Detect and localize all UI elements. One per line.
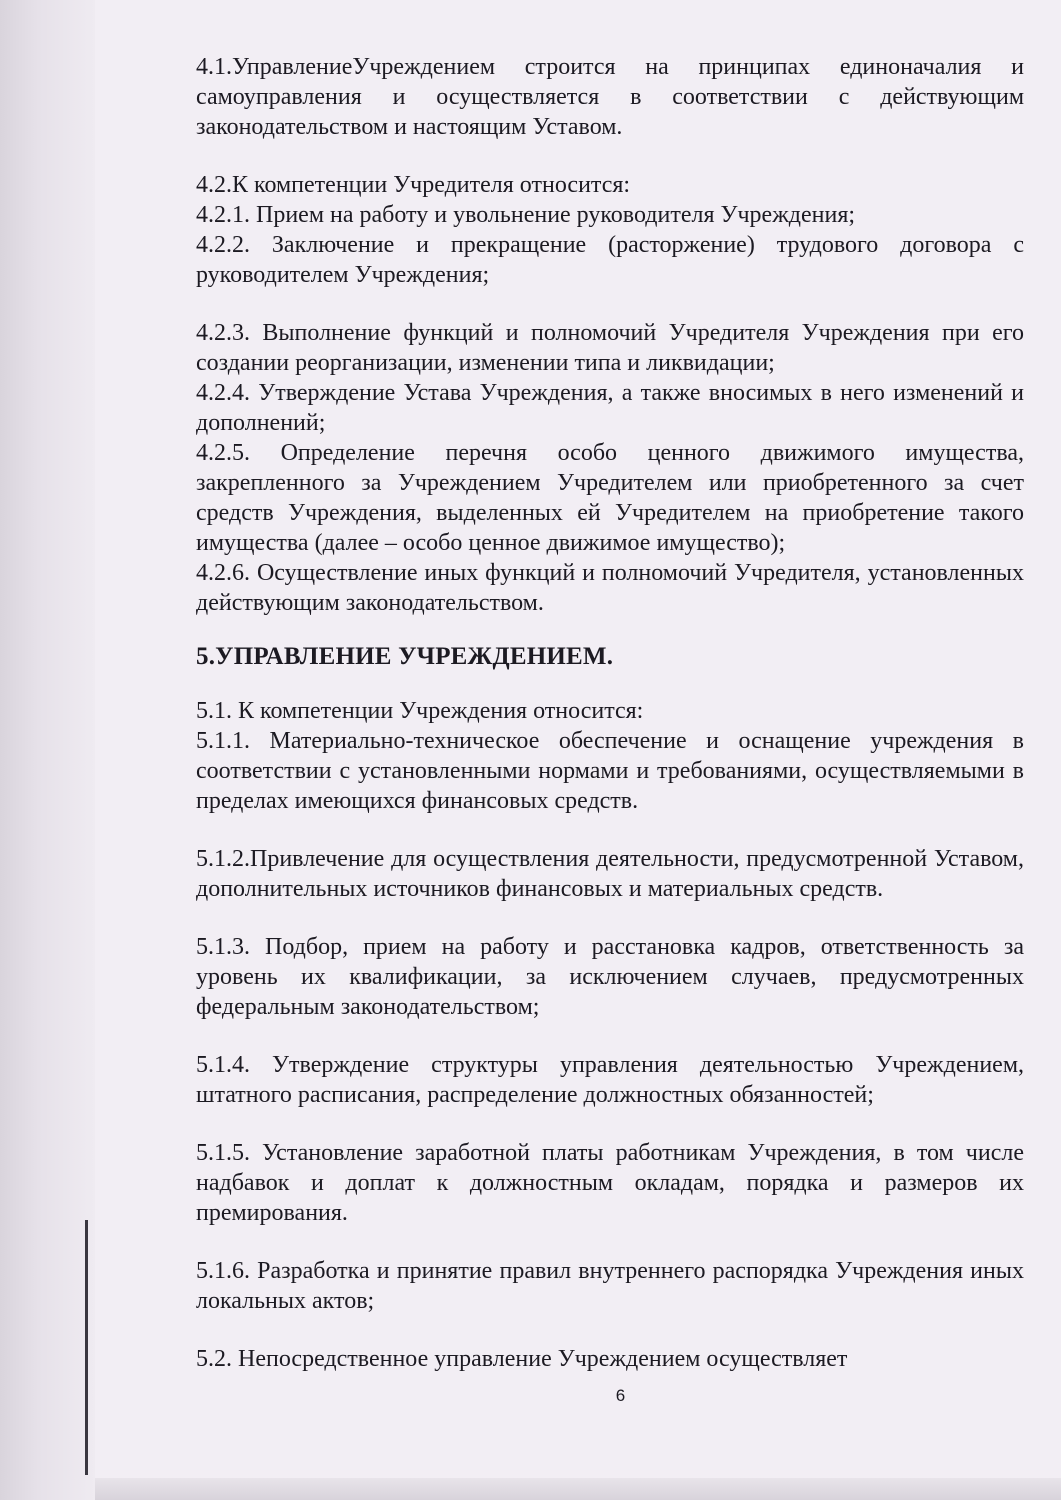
paragraph-5-1-4: 5.1.4. Утверждение структуры управления деятельностью Учреждением, штатного расписания, распределение должностных обязанностей; [196, 1052, 1024, 1108]
paragraph-4-2-6: 4.2.6. Осуществление иных функций и полномочий Учредителя, установленных действующим законодательством. [196, 560, 1024, 616]
paragraph-5-1-2: 5.1.2.Привлечение для осуществления деятельности, предусмотренной Уставом, дополнительных источников финансовых и материальных средств. [196, 846, 1024, 902]
paragraph-5-1-3: 5.1.3. Подбор, прием на работу и расстановка кадров, ответственность за уровень их квалификации, за исключением случаев, предусмотренных федеральным законодательством; [196, 934, 1024, 1020]
paragraph-5-2: 5.2. Непосредственное управление Учреждением осуществляет [196, 1346, 848, 1372]
paragraph-5-1-5: 5.1.5. Установление заработной платы работникам Учреждения, в том числе надбавок и доплат к должностным окладам, порядка и размеров их премирования. [196, 1140, 1024, 1226]
paragraph-4-2-1: 4.2.1. Прием на работу и увольнение руководителя Учреждения; [196, 202, 856, 228]
paragraph-4-1: 4.1.УправлениеУчреждением строится на принципах единоначалия и самоуправления и осуществляется в соответствии с действующим законодательством и настоящим Уставом. [196, 54, 1024, 140]
paragraph-4-2-5: 4.2.5. Определение перечня особо ценного движимого имущества, закрепленного за Учреждением Учредителем или приобретенного за счет средств Учреждения, выделенных ей Учредителем на приобретение такого имущества (далее – особо ценное движимое имущество); [196, 440, 1024, 556]
binding-spine [85, 1220, 88, 1475]
page-bottom-edge [95, 1478, 1061, 1500]
document-body [196, 52, 1024, 1374]
paragraph-4-2-2: 4.2.2. Заключение и прекращение (расторжение) трудового договора с руководителем Учреждения; [196, 232, 1024, 288]
paragraph-4-2: 4.2.К компетенции Учредителя относится: [196, 172, 631, 198]
page-binding-shadow [0, 0, 95, 1500]
paragraph-5-1-6: 5.1.6. Разработка и принятие правил внутреннего распорядка Учреждения иных локальных актов; [196, 1258, 1024, 1314]
paragraph-5-1: 5.1. К компетенции Учреждения относится: [196, 698, 644, 724]
section-5-heading: 5.УПРАВЛЕНИЕ УЧРЕЖДЕНИЕМ. [196, 643, 614, 670]
paragraph-4-2-4: 4.2.4. Утверждение Устава Учреждения, а также вносимых в него изменений и дополнений; [196, 380, 1024, 436]
paragraph-4-2-3: 4.2.3. Выполнение функций и полномочий Учредителя Учреждения при его создании реорганизации, изменении типа и ликвидации; [196, 320, 1024, 376]
page-number: 6 [615, 1386, 626, 1405]
paragraph-5-1-1: 5.1.1. Материально-техническое обеспечение и оснащение учреждения в соответствии с установленными нормами и требованиями, осуществляемыми в пределах имеющихся финансовых средств. [196, 728, 1024, 814]
